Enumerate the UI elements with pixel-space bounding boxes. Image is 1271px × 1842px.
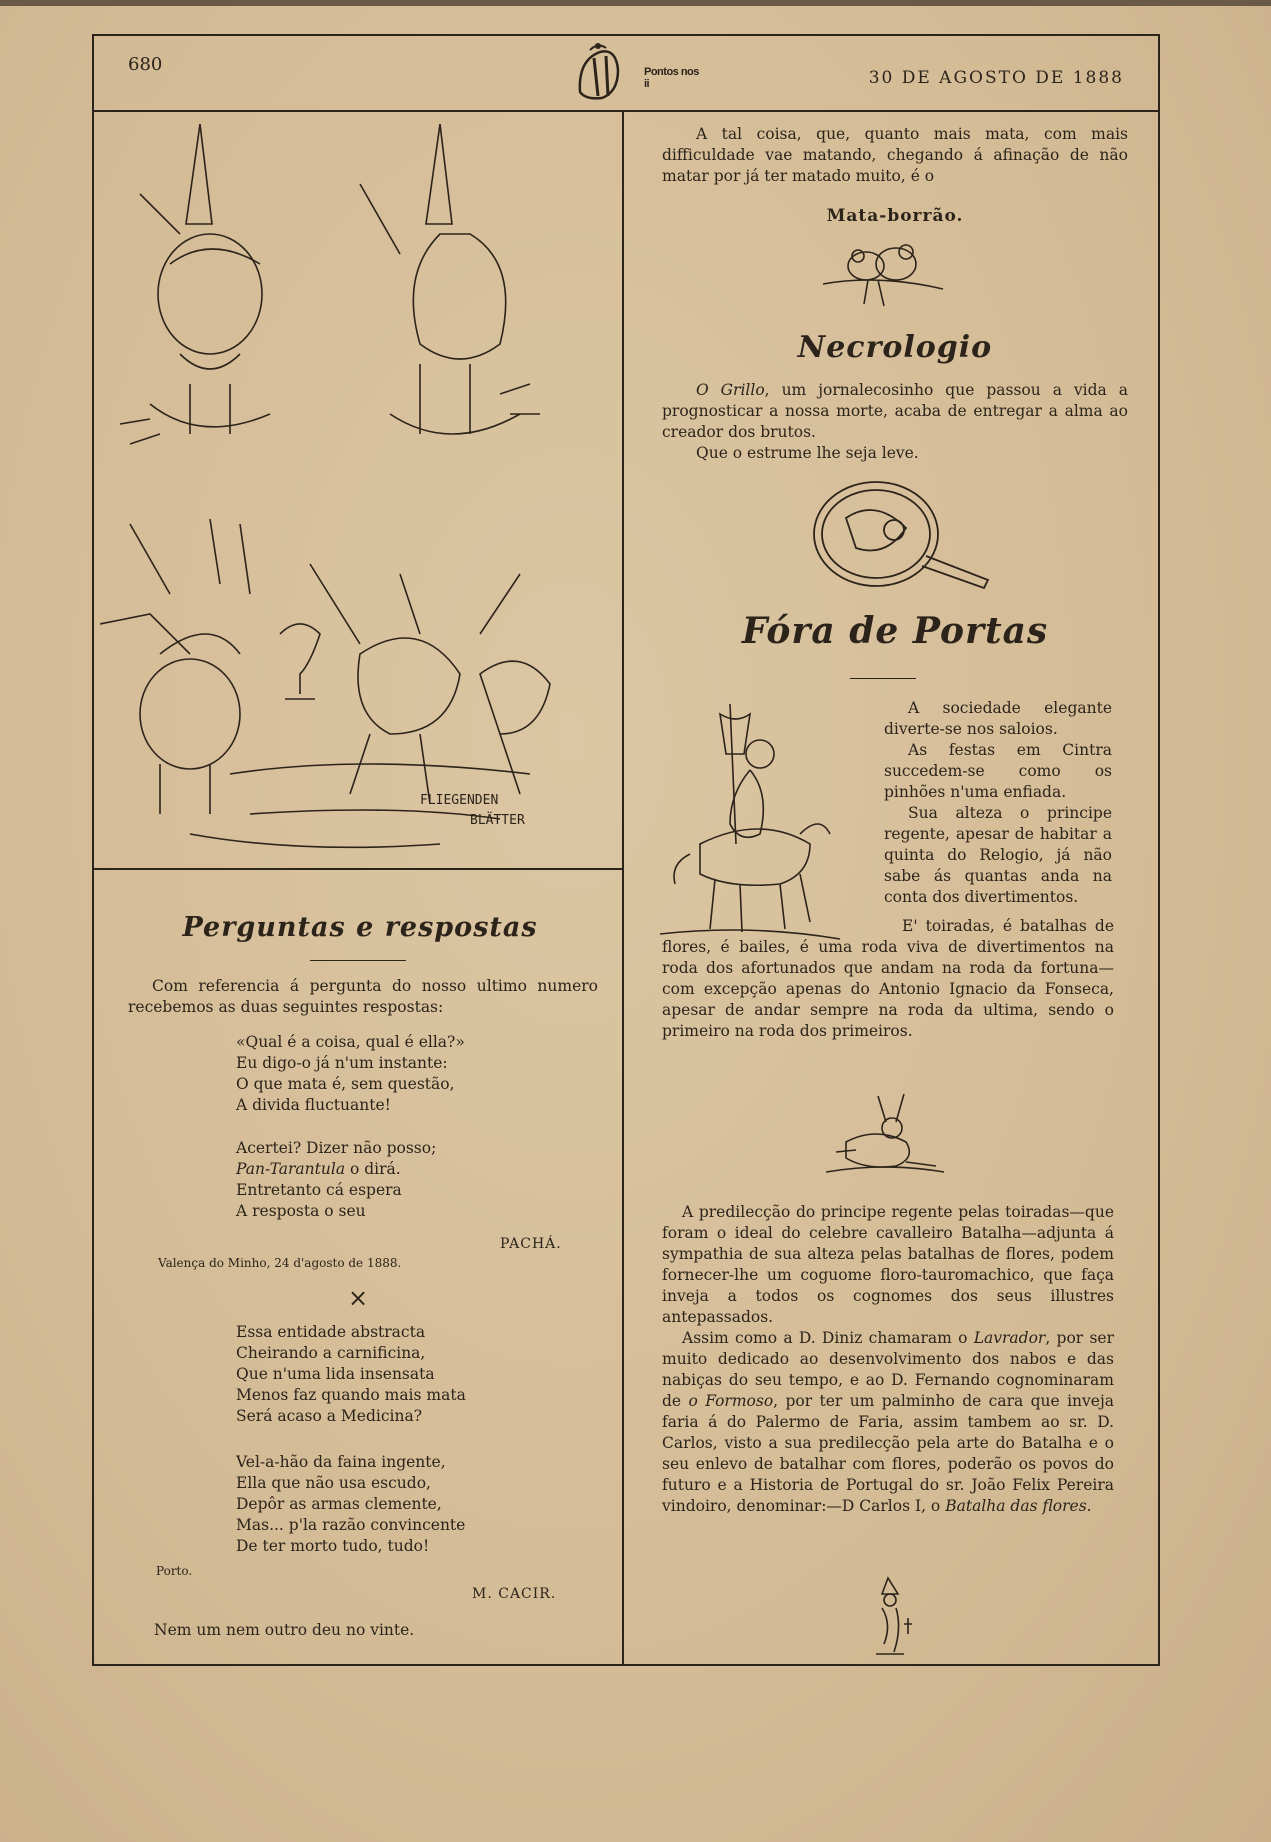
fora-p4: E' toiradas, é batalhas de flores, é bailes, é uma roda viva de divertimentos na roda dos afortunados que andam na roda da fortuna—com excepção apenas do Antonio Ignacio da Fonseca, apesar de andar sempre na roda da ultima, sendo o primeiro na roda dos primeiros. [662,917,1114,1040]
tailpiece-figure-icon [868,1574,918,1658]
answer1-stanza1 [236,1032,465,1116]
fora-p6-d: . [1086,1497,1092,1515]
verse-line: A resposta o seu [236,1202,366,1220]
verse-line: Cheirando a carnificina, [236,1344,426,1362]
verse-line: «Qual é a coisa, qual é ella?» [236,1033,465,1051]
fora-p6 [662,1328,1114,1517]
fora-p6-a: Assim como a D. Diniz chamaram o [682,1329,974,1347]
fora-body-lower [662,1202,1114,1517]
answer1-signature: PACHÁ. [500,1236,562,1252]
fora-p6-formoso: o Formoso [688,1392,774,1410]
page-header [92,34,1160,112]
verse-line [236,1159,436,1180]
verse-line: Acertei? Dizer não posso; [236,1139,437,1157]
fora-p3: Sua alteza o principe regente, apesar de habitar a quinta do Relogio, já não sabe ás quantas anda na conta dos divertimentos. [884,804,1112,906]
birds-on-branch-icon [818,234,948,314]
hand-fan-icon [806,478,996,598]
answer2-stanza1 [236,1322,466,1427]
necrologio-p1 [662,380,1128,443]
right-intro [662,124,1128,187]
verse-line: Entretanto cá espera [236,1181,402,1199]
rabbit-illustration [826,1092,946,1176]
verse-line: De ter morto tudo, tudo! [236,1537,430,1555]
gnomes-drawing-icon [100,114,620,864]
answer2-signature: M. CACIR. [472,1586,557,1602]
fora-p6-lavrador: Lavrador [973,1329,1046,1347]
perguntas-intro-text: Com referencia á pergunta do nosso ultimo numero recebemos as duas seguintes respostas: [128,977,598,1016]
necrologio-title: Necrologio [797,330,993,365]
answer1-place-date: Valença do Minho, 24 d'agosto de 1888. [158,1256,402,1270]
verse-rest: o dirá. [345,1160,401,1178]
fora-p6-c: , por ter um palminho de cara que inveja faria á do Palermo de Faria, assim tambem ao sr. D. Carlos, visto a sua predilecção pela arte do Batalha e o seu enlevo de batalhar com flores, poderão os povos do futuro e a Historia de Portugal do sr. João Felix Pereira vindoiro, denominar:—D Carlos I, o [662,1392,1115,1515]
verse-line: Ella que não usa escudo, [236,1474,431,1492]
necrologio-p1-text: , um jornalecosinho que passou a vida a prognosticar a nossa morte, acaba de entregar a alma ao creador dos brutos. [662,381,1128,441]
gnomes-illustration [100,114,620,864]
answer2-place: Porto. [156,1564,193,1578]
fora-p2: As festas em Cintra succedem-se como os pinhões n'uma enfiada. [884,741,1112,801]
verse-line: Eu digo-o já n'um instante: [236,1054,448,1072]
tailpiece-illustration [868,1574,918,1658]
page-number: 680 [128,54,163,75]
perguntas-rule [310,960,406,961]
verse-line: Será acaso a Medicina? [236,1407,423,1425]
illustration-signature-2: BLÄTTER [470,813,525,828]
top-edge [0,0,1271,6]
necrologio-body [662,380,1128,464]
rabbit-icon [826,1092,946,1176]
perguntas-title: Perguntas e respostas [182,912,538,943]
fora-p6-batalha: Batalha das flores [945,1497,1087,1515]
answer1-stanza2 [236,1138,436,1222]
column-divider [622,112,624,1666]
necrologio-newspaper-name: O Grillo [696,381,765,399]
fora-rule [850,678,916,679]
verse-line: A divida fluctuante! [236,1096,391,1114]
issue-date: 30 DE AGOSTO DE 1888 [868,68,1124,88]
fora-p6-b: , por ser muito dedicado ao desenvolvimento dos nabos e das nabiças do seu tempo, e ao D. Fernando cognominaram de [662,1329,1114,1410]
fora-p5: A predilecção do principe regente pelas toiradas—que foram o ideal do celebre cavalleiro Batalha—adjunta á sympathia de sua alteza pelas batalhas de flores, podem fornecer-lhe um coguome floro-tauromachico, que faça inveja a todos os cognomes dos seus illustres antepassados. [662,1203,1114,1326]
verse-line: Que n'uma lida insensata [236,1365,435,1383]
verse-line: Vel-a-hão da faina ingente, [236,1453,446,1471]
masthead-logo [572,40,702,106]
illustration-signature-1: FLIEGENDEN [420,793,499,808]
fora-body-narrow [884,698,1112,908]
necrologio-p2: Que o estrume lhe seja leve. [696,444,919,462]
verse-italic: Pan-Tarantula [236,1160,346,1178]
masthead-title: Pontos nos ii [644,66,699,90]
perguntas-intro [128,976,598,1018]
fora-p1: A sociedade elegante diverte-se nos saloios. [884,699,1112,738]
right-intro-text: A tal coisa, que, quanto mais mata, com mais difficuldade vae matando, chegando á afinação de não matar por já ter matado muito, é o [662,125,1128,185]
answer-mata-borrao: Mata-borrão. [826,206,964,226]
fora-de-portas-title: Fóra de Portas [741,610,1049,652]
verse-line: O que mata é, sem questão, [236,1075,455,1093]
prince-illustration [660,694,850,944]
verse-line: Menos faz quando mais mata [236,1386,466,1404]
verse-line: Mas... p'la razão convincente [236,1516,466,1534]
perguntas-closing: Nem um nem outro deu no vinte. [154,1621,415,1639]
answer2-stanza2 [236,1452,465,1557]
verse-line: Depôr as armas clemente, [236,1495,442,1513]
birds-illustration [818,234,948,314]
section-divider [92,868,622,870]
fan-illustration [806,478,996,598]
verse-separator: × [348,1284,370,1312]
verse-line: Essa entidade abstracta [236,1323,426,1341]
fora-body-wide [662,916,1114,1042]
prince-on-donkey-icon [660,694,850,944]
